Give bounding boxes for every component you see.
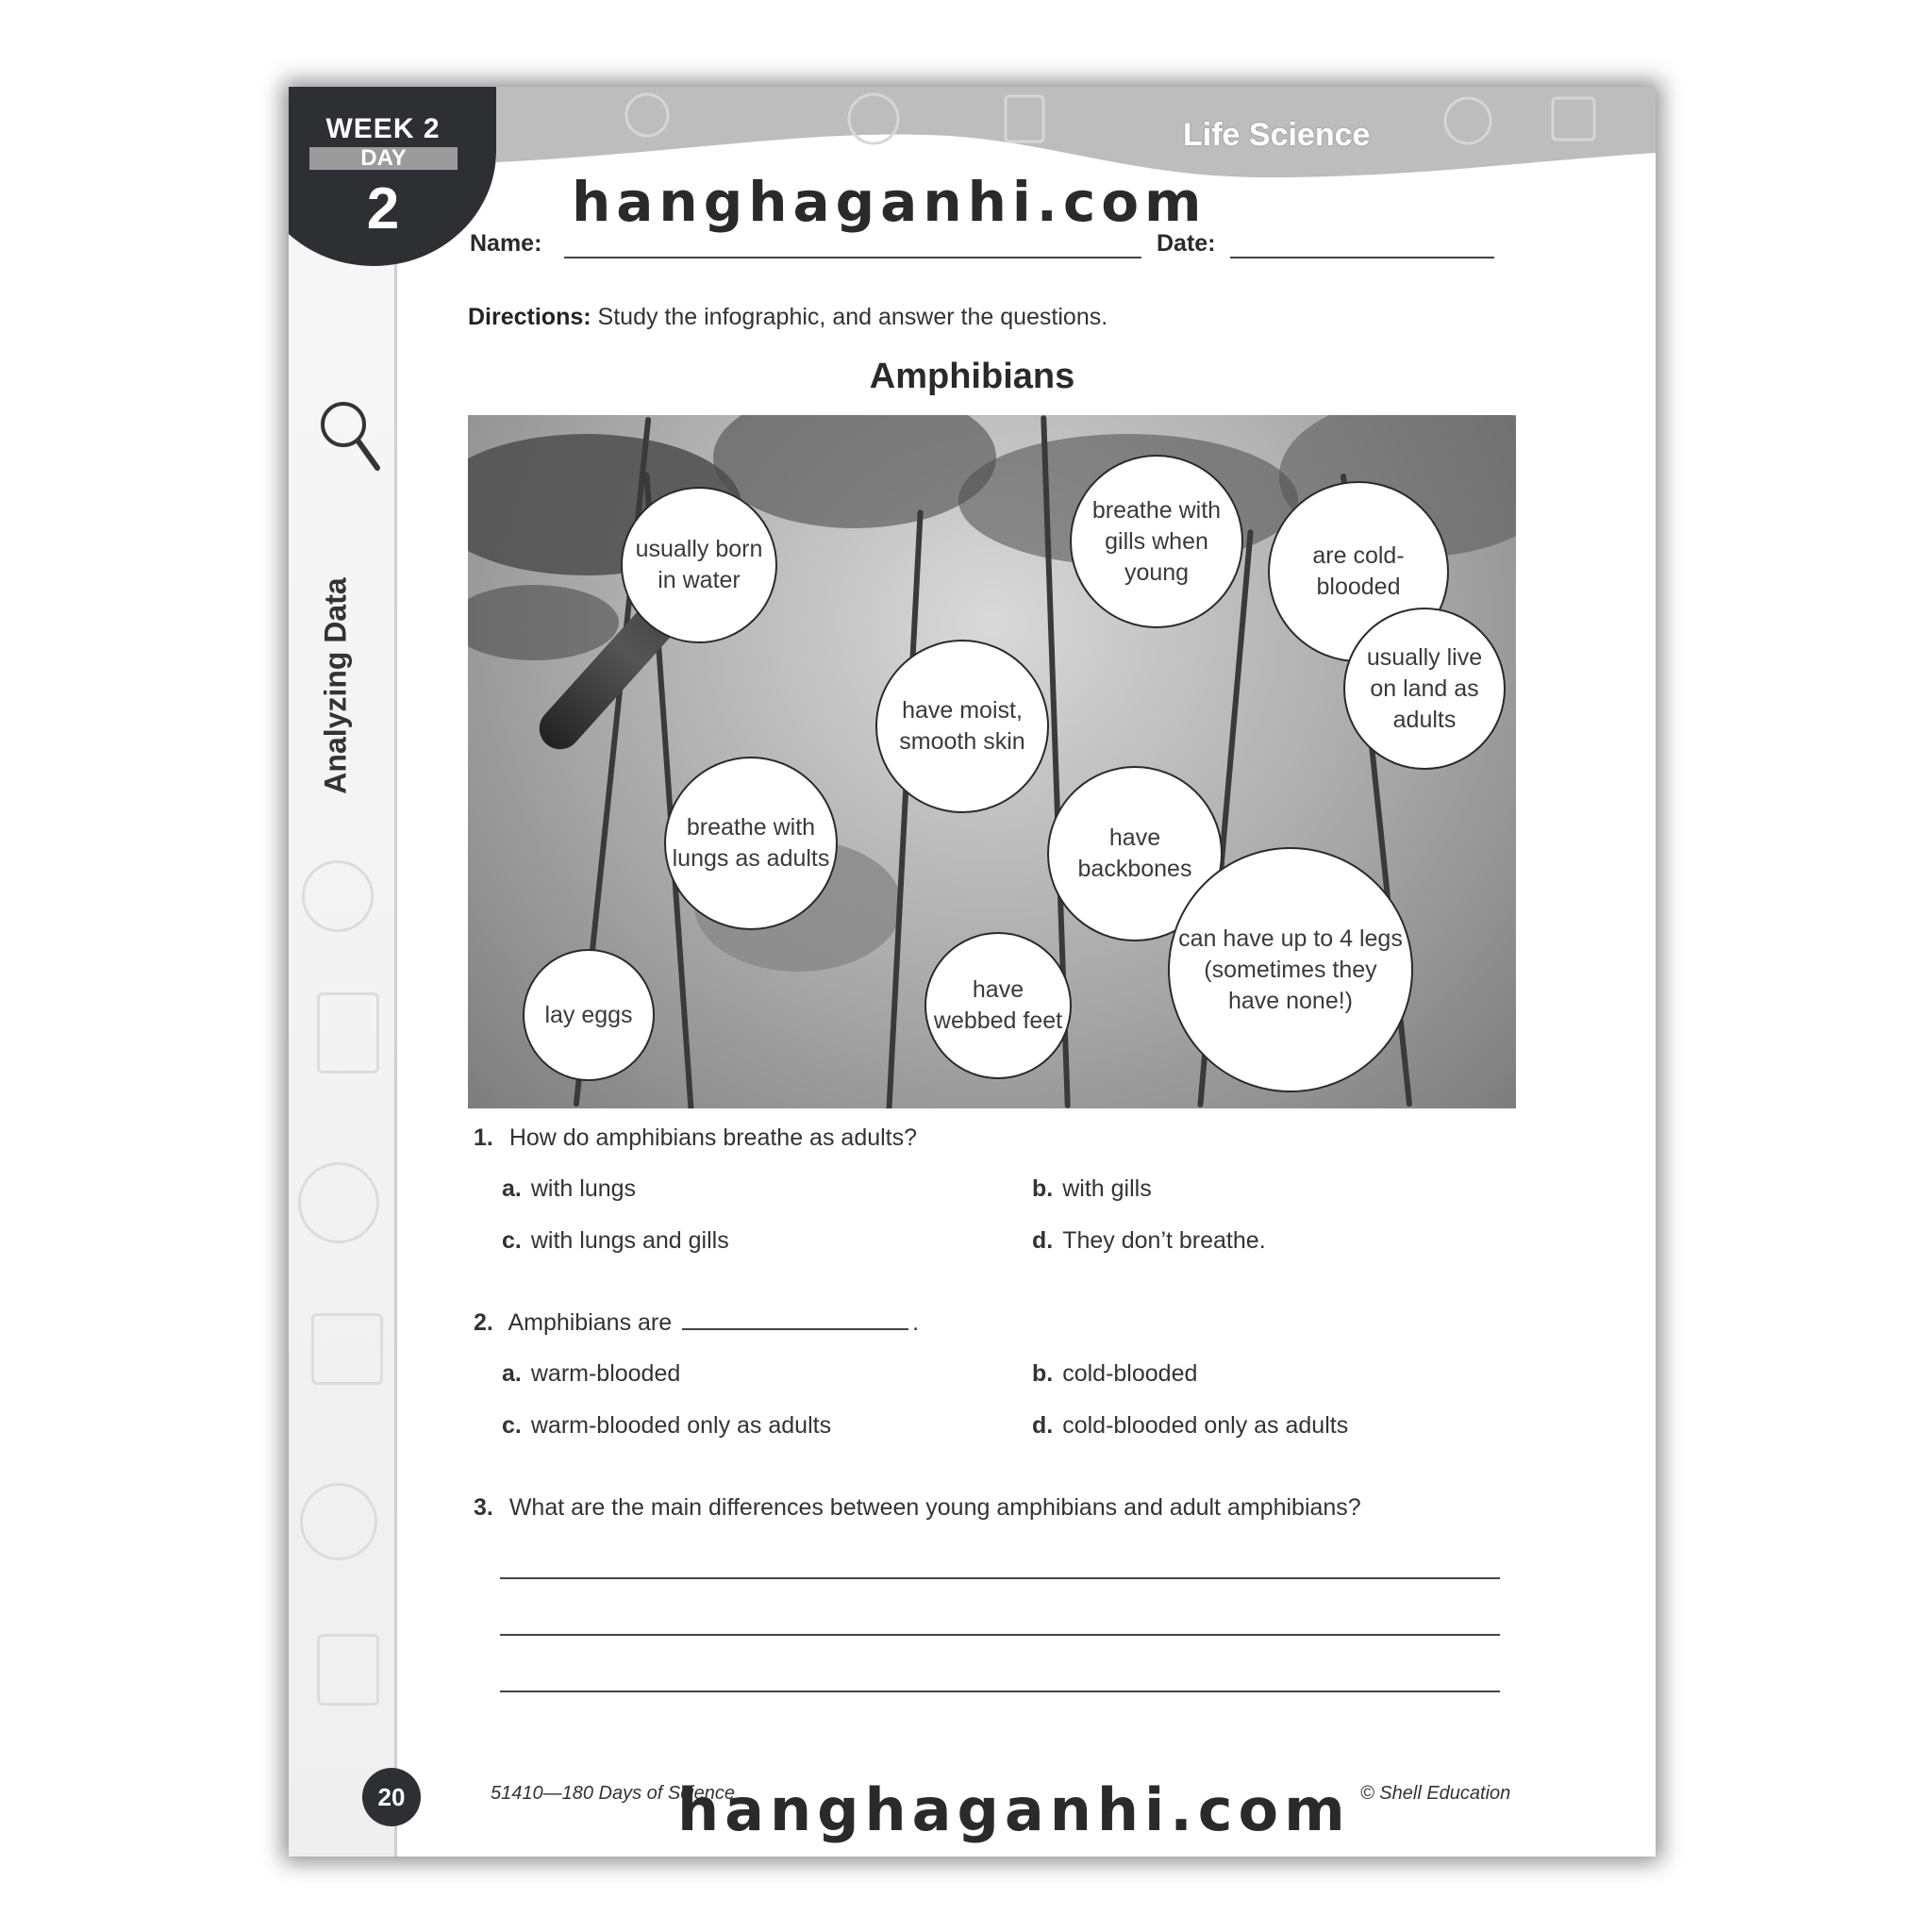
option-letter: b.: [1032, 1175, 1054, 1202]
question-3: [474, 1494, 1361, 1522]
question-number: 1.: [474, 1124, 493, 1151]
question-text: Amphibians are: [508, 1309, 673, 1336]
fact-bubble-cold-blooded: are cold-blooded: [1268, 481, 1449, 662]
doodle-apple-icon: [298, 1162, 379, 1243]
side-section-label: [308, 554, 364, 818]
answer-line-1[interactable]: [500, 1577, 1500, 1579]
side-section-label-text: Analyzing Data: [318, 577, 353, 794]
option-letter: a.: [502, 1360, 522, 1387]
question-text: How do amphibians breathe as adults?: [508, 1124, 918, 1151]
fact-bubble-born-in-water: usually born in water: [621, 487, 777, 643]
option-text: with gills: [1062, 1175, 1152, 1202]
date-field[interactable]: [1230, 257, 1494, 258]
q2-option-d[interactable]: [1032, 1412, 1348, 1440]
q1-option-c[interactable]: [502, 1227, 729, 1255]
fact-bubble-land-as-adults: usually live on land as adults: [1343, 608, 1506, 770]
option-letter: a.: [502, 1175, 522, 1202]
footer-book-title: 51410—180 Days of Science: [491, 1783, 736, 1804]
q1-option-d[interactable]: [1032, 1227, 1266, 1255]
option-text: with lungs: [530, 1175, 637, 1202]
fact-bubble-lungs-as-adults: breathe with lungs as adults: [664, 757, 838, 930]
option-letter: b.: [1032, 1360, 1054, 1387]
worksheet-page: [289, 87, 1656, 1857]
day-label: DAY: [309, 147, 458, 170]
option-text: with lungs and gills: [530, 1227, 729, 1254]
answer-line-2[interactable]: [500, 1634, 1500, 1636]
doodle-atom-icon: [302, 860, 374, 932]
option-letter: c.: [502, 1412, 522, 1439]
fill-in-blank[interactable]: [682, 1328, 908, 1330]
magnifying-glass-icon: [317, 398, 383, 474]
option-text: cold-blooded: [1062, 1360, 1198, 1387]
left-margin-strip: [289, 87, 397, 1857]
week-day-badge: [289, 87, 496, 266]
question-2: [474, 1309, 919, 1337]
amphibian-infographic: [468, 415, 1516, 1108]
doodle-beaker-icon: [317, 1634, 379, 1706]
fact-bubble-gills-when-young: breathe with gills when young: [1070, 455, 1243, 628]
fact-bubble-webbed-feet: have webbed feet: [924, 932, 1072, 1079]
question-1: [474, 1124, 917, 1152]
q1-option-a[interactable]: [502, 1175, 636, 1203]
watermark-top: hanghaganhi.com: [572, 170, 1208, 234]
option-text: warm-blooded only as adults: [530, 1412, 832, 1439]
watermark-bottom: hanghaganhi.com: [677, 1775, 1351, 1844]
plant-stem: [886, 509, 923, 1108]
fact-bubble-up-to-4-legs: can have up to 4 legs (sometimes they have none!): [1168, 847, 1413, 1092]
option-text: cold-blooded only as adults: [1062, 1412, 1349, 1439]
question-text-end: .: [912, 1309, 920, 1336]
question-number: 3.: [474, 1494, 493, 1521]
fact-bubble-backbones: have backbones: [1047, 766, 1223, 941]
page-number: 20: [377, 1782, 406, 1811]
option-letter: d.: [1032, 1227, 1054, 1254]
footer-publisher: © Shell Education: [1360, 1783, 1511, 1804]
date-label: Date:: [1157, 230, 1216, 257]
infographic-title: Amphibians: [869, 357, 1075, 396]
q2-option-a[interactable]: [502, 1360, 680, 1388]
name-field[interactable]: [564, 257, 1141, 258]
day-number: 2: [366, 176, 400, 242]
option-text: They don’t breathe.: [1062, 1227, 1266, 1254]
page-number-badge: [362, 1768, 421, 1826]
week-label: WEEK 2: [325, 113, 441, 144]
subject-label: Life Science: [1183, 117, 1371, 153]
lily-pad: [468, 585, 619, 660]
question-text: What are the main differences between young amphibians and adult amphibians?: [508, 1494, 1361, 1521]
name-label: Name:: [470, 230, 542, 257]
doodle-atom-icon-2: [300, 1483, 377, 1560]
directions-label: Directions:: [468, 304, 591, 330]
fact-bubble-moist-skin: have moist, smooth skin: [875, 640, 1049, 813]
option-letter: c.: [502, 1227, 522, 1254]
q1-option-b[interactable]: [1032, 1175, 1152, 1203]
doodle-flask-icon: [311, 1313, 383, 1385]
doodle-board-icon: [317, 992, 379, 1074]
question-number: 2.: [474, 1309, 493, 1336]
option-letter: d.: [1032, 1412, 1054, 1439]
fact-bubble-lay-eggs: lay eggs: [523, 949, 655, 1081]
q2-option-b[interactable]: [1032, 1360, 1197, 1388]
option-text: warm-blooded: [530, 1360, 681, 1387]
answer-line-3[interactable]: [500, 1690, 1500, 1692]
q2-option-c[interactable]: [502, 1412, 831, 1440]
directions: [468, 304, 1108, 331]
directions-text: Study the infographic, and answer the questions.: [597, 304, 1108, 330]
